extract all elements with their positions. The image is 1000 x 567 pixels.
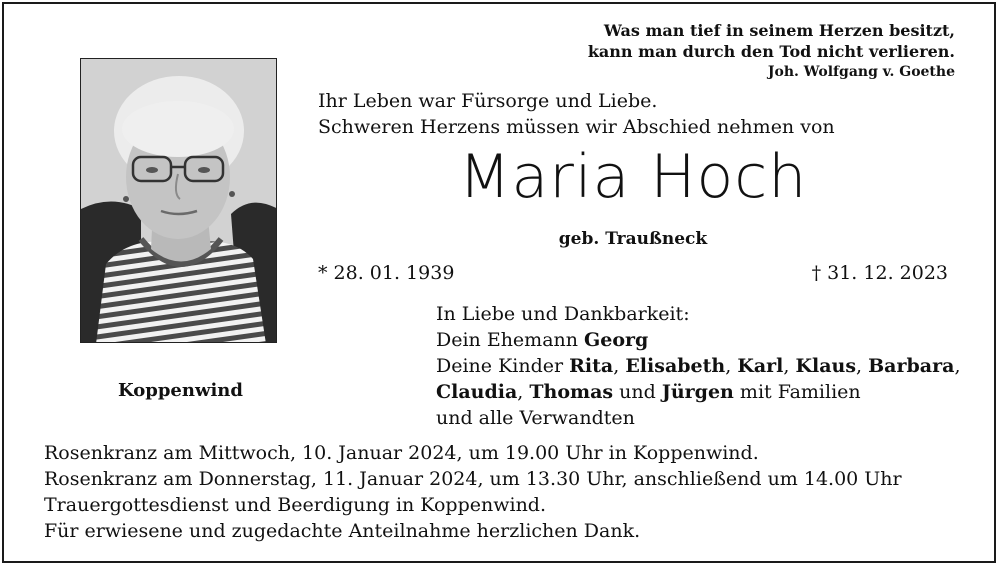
- intro-line-2: Schweren Herzens müssen wir Abschied nehmen von: [318, 116, 835, 138]
- service-line-3: Trauergottesdienst und Beerdigung in Koppenwind.: [44, 494, 547, 516]
- separator: ,: [783, 355, 790, 377]
- separator: ,: [954, 355, 961, 377]
- separator: ,: [517, 381, 524, 403]
- quote-author: Joh. Wolfgang v. Goethe: [767, 64, 955, 80]
- portrait-photo: [80, 58, 277, 343]
- place-name: Koppenwind: [118, 380, 243, 401]
- family-list: [436, 301, 960, 431]
- child-name: Thomas: [529, 381, 614, 403]
- child-name: Barbara: [868, 355, 955, 377]
- separator: ,: [725, 355, 732, 377]
- child-name: Karl: [737, 355, 784, 377]
- birth-date: * 28. 01. 1939: [318, 262, 455, 284]
- service-line-2: Rosenkranz am Donnerstag, 11. Januar 2024, um 13.30 Uhr, anschließend um 14.00 Uhr: [44, 468, 902, 490]
- separator: ,: [613, 355, 620, 377]
- service-line-1: Rosenkranz am Mittwoch, 10. Januar 2024, um 19.00 Uhr in Koppenwind.: [44, 442, 759, 464]
- children-prefix: Deine Kinder: [436, 355, 564, 377]
- portrait-photo-icon: [81, 59, 277, 343]
- family-children-line-2: [436, 379, 960, 405]
- deceased-name: Maria Hoch: [458, 142, 808, 212]
- family-line-1: In Liebe und Dankbarkeit:: [436, 303, 690, 325]
- separator: ,: [856, 355, 863, 377]
- intro-text: [318, 88, 835, 140]
- goethe-quote: [588, 20, 955, 83]
- service-info: [44, 440, 902, 544]
- family-last-line: und alle Verwandten: [436, 407, 635, 429]
- children-suffix: mit Familien: [739, 381, 861, 403]
- child-name: Rita: [569, 355, 614, 377]
- separator-and: und: [619, 381, 656, 403]
- quote-line-2: kann man durch den Tod nicht verlieren.: [587, 42, 955, 61]
- family-children-line-1: [436, 353, 960, 379]
- family-husband-line: [436, 327, 960, 353]
- quote-line-1: Was man tief in seinem Herzen besitzt,: [603, 21, 955, 40]
- death-date: † 31. 12. 2023: [811, 262, 948, 284]
- child-name: Jürgen: [661, 381, 734, 403]
- husband-name: Georg: [584, 329, 649, 351]
- child-name: Elisabeth: [625, 355, 726, 377]
- birth-name: geb. Traußneck: [558, 229, 708, 249]
- service-line-4: Für erwiesene und zugedachte Anteilnahme herzlichen Dank.: [44, 520, 641, 542]
- child-name: Claudia: [436, 381, 518, 403]
- child-name: Klaus: [795, 355, 857, 377]
- husband-prefix: Dein Ehemann: [436, 329, 578, 351]
- intro-line-1: Ihr Leben war Fürsorge und Liebe.: [318, 90, 658, 112]
